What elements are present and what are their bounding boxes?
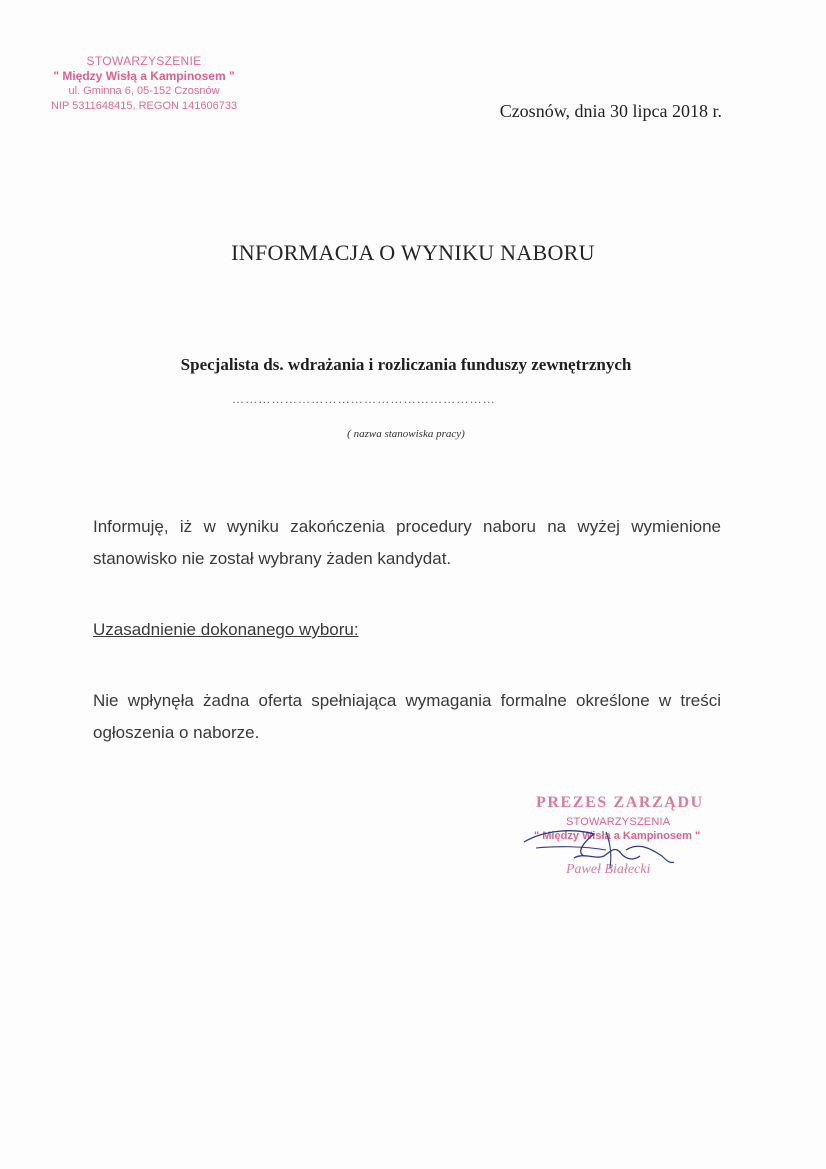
- stamp-org-type: STOWARZYSZENIE: [86, 54, 202, 68]
- document-title: INFORMACJA O WYNIKU NABORU: [231, 240, 595, 265]
- stamp-person-name: Paweł Białecki: [566, 862, 651, 877]
- stamp-org-name: " Między Wisłą a Kampinosem ": [53, 69, 235, 83]
- dotted-line: ……………………………………………………: [232, 392, 496, 406]
- stamp-address: ul. Gminna 6, 05-152 Czosnów: [68, 85, 220, 97]
- stamp-tax-ids: NIP 5311648415, REGON 141606733: [50, 100, 238, 112]
- position-name: Specjalista ds. wdrażania i rozliczania funduszy zewnętrznych: [180, 355, 632, 374]
- stamp-association: STOWARZYSZENIA: [566, 816, 671, 828]
- handwritten-signature: [514, 812, 684, 892]
- justification-paragraph: Nie wpłynęła żadna oferta spełniająca wymagania formalne określone w treści ogłoszenia o naborze.: [93, 691, 721, 742]
- date-line: Czosnów, dnia 30 lipca 2018 r.: [499, 101, 722, 121]
- letterhead-stamp: [44, 54, 244, 114]
- stamp-association-name: " Między Wisłą a Kampinosem ": [534, 830, 701, 842]
- stamp-role: PREZES ZARZĄDU: [536, 794, 704, 811]
- result-paragraph: Informuję, iż w wyniku zakończenia procedury naboru na wyżej wymienione stanowisko nie został wybrany żaden kandydat.: [93, 517, 721, 568]
- justification-heading: Uzasadnienie dokonanego wyboru:: [93, 620, 359, 639]
- position-caption: ( nazwa stanowiska pracy): [347, 428, 465, 440]
